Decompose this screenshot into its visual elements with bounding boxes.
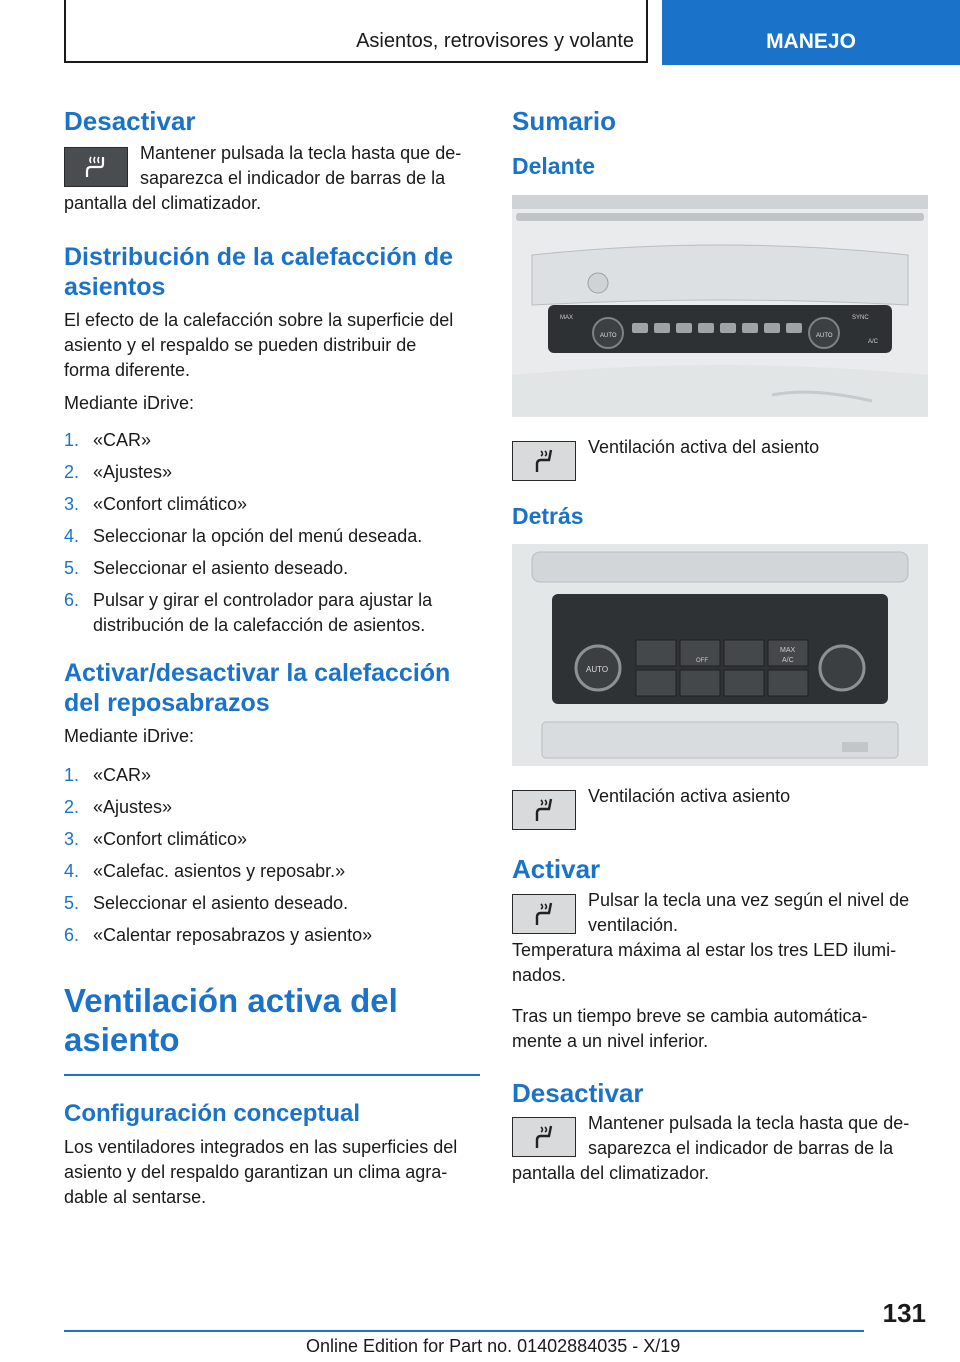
list-item: 5. Seleccionar el asiento deseado. bbox=[64, 558, 349, 579]
left-column bbox=[64, 100, 480, 1210]
ventilacion-heading-2: asiento bbox=[64, 1021, 180, 1059]
distribucion-steps bbox=[64, 428, 480, 638]
list-item: 6. «Calentar reposabrazos y asiento» bbox=[64, 925, 373, 946]
list-item: 4. Seleccionar la opción del menú deseada. bbox=[64, 526, 423, 547]
desactivar-block bbox=[64, 141, 480, 191]
list-item: 5. Seleccionar el asiento deseado. bbox=[64, 893, 349, 914]
activar-text-1: Pulsar la tecla una vez según el nivel de bbox=[588, 889, 910, 910]
chapter-tab: MANEJO bbox=[662, 0, 960, 65]
reposabrazos-heading-1: Activar/desactivar la calefacción bbox=[64, 659, 451, 688]
desactivar-text-3: pantalla del climatizador. bbox=[64, 193, 262, 214]
desactivar-right-heading: Desactivar bbox=[512, 1077, 644, 1108]
activar-para2-2: nados. bbox=[512, 964, 567, 985]
reposabrazos-heading-2: del reposabrazos bbox=[64, 689, 270, 718]
svg-text:A/C: A/C bbox=[782, 657, 794, 665]
seat-ventilation-icon bbox=[512, 790, 576, 830]
desactivar-text-2: saparezca el indicador de barras de la bbox=[140, 168, 446, 189]
activar-para3-1: Tras un tiempo breve se cambia automática- bbox=[512, 1005, 868, 1026]
list-item: 1. «CAR» bbox=[64, 765, 152, 786]
section-tab bbox=[64, 0, 648, 63]
seat-heating-button-icon bbox=[64, 147, 128, 187]
list-item: 2. «Ajustes» bbox=[64, 462, 173, 483]
front-climate-panel-photo bbox=[512, 195, 928, 417]
chapter-rule bbox=[64, 1074, 480, 1076]
configuracion-para-1: Los ventiladores integrados en las superficies del bbox=[64, 1136, 458, 1157]
svg-text:MAX: MAX bbox=[780, 647, 796, 655]
activar-heading: Activar bbox=[512, 854, 601, 885]
footer-rule bbox=[64, 1330, 864, 1332]
list-item: 2. «Ajustes» bbox=[64, 797, 173, 818]
list-item: 1. «CAR» bbox=[64, 430, 152, 451]
svg-text:OFF: OFF bbox=[696, 658, 708, 665]
desactivar-right-text-2: saparezca el indicador de barras de la bbox=[588, 1137, 894, 1158]
page-header bbox=[0, 0, 960, 66]
desactivar-right-text-3: pantalla del climatizador. bbox=[512, 1162, 710, 1183]
distribucion-via: Mediante iDrive: bbox=[64, 393, 195, 414]
delante-caption-row bbox=[512, 435, 928, 485]
activar-text-2: ventilación. bbox=[588, 914, 679, 935]
section-title: Asientos, retrovisores y volante bbox=[356, 30, 634, 52]
delante-heading: Delante bbox=[512, 153, 596, 180]
reposabrazos-steps bbox=[64, 763, 480, 948]
detras-heading: Detrás bbox=[512, 502, 584, 529]
svg-text:SYNC: SYNC bbox=[852, 314, 869, 321]
detras-caption: Ventilación activa asiento bbox=[588, 786, 791, 807]
sumario-heading: Sumario bbox=[512, 106, 617, 136]
seat-ventilation-icon bbox=[512, 1117, 576, 1157]
seat-ventilation-icon bbox=[512, 894, 576, 934]
configuracion-heading: Configuración conceptual bbox=[64, 1100, 361, 1128]
ventilacion-heading-1: Ventilación activa del bbox=[64, 982, 398, 1020]
seat-ventilation-icon bbox=[512, 441, 576, 481]
distribucion-para-1: El efecto de la calefacción sobre la superficie del bbox=[64, 310, 454, 331]
list-item: 3. «Confort climático» bbox=[64, 494, 248, 515]
activar-para3-2: mente a un nivel inferior. bbox=[512, 1030, 709, 1051]
right-column bbox=[512, 100, 928, 1186]
svg-text:AUTO: AUTO bbox=[816, 332, 833, 339]
page-number: 131 bbox=[882, 1298, 926, 1328]
rear-climate-panel-photo bbox=[512, 544, 928, 766]
desactivar-text-1: Mantener pulsada la tecla hasta que de- bbox=[140, 143, 462, 164]
svg-text:MAX: MAX bbox=[560, 314, 574, 321]
desactivar-right-block bbox=[512, 1111, 928, 1161]
distribucion-para-2: asiento y el respaldo se pueden distribuir de bbox=[64, 335, 417, 356]
svg-text:A/C: A/C bbox=[868, 338, 879, 345]
distribucion-para-3: forma diferente. bbox=[64, 360, 191, 381]
detras-caption-row bbox=[512, 784, 928, 834]
list-item: 3. «Confort climático» bbox=[64, 829, 248, 850]
desactivar-right-text-1: Mantener pulsada la tecla hasta que de- bbox=[588, 1112, 910, 1133]
reposabrazos-via: Mediante iDrive: bbox=[64, 726, 195, 747]
desactivar-heading: Desactivar bbox=[64, 106, 196, 136]
list-item: 4. «Calefac. asientos y reposabr.» bbox=[64, 861, 346, 882]
delante-caption: Ventilación activa del asiento bbox=[588, 436, 820, 457]
configuracion-para-3: dable al sentarse. bbox=[64, 1186, 207, 1207]
activar-block bbox=[512, 888, 928, 938]
activar-para2-1: Temperatura máxima al estar los tres LED ilumi- bbox=[512, 939, 897, 960]
edition-text: Online Edition for Part no. 01402884035 - X/19 bbox=[306, 1336, 681, 1356]
svg-text:AUTO: AUTO bbox=[586, 665, 609, 675]
svg-text:AUTO: AUTO bbox=[600, 332, 617, 339]
distribucion-heading-2: asientos bbox=[64, 273, 166, 302]
distribucion-heading-1: Distribución de la calefacción de bbox=[64, 243, 454, 272]
configuracion-para-2: asiento y del respaldo garantizan un clima agra- bbox=[64, 1161, 448, 1182]
list-item: 6. Pulsar y girar el controlador para ajustar la distribución de la calefacción de asientos. bbox=[64, 590, 433, 636]
